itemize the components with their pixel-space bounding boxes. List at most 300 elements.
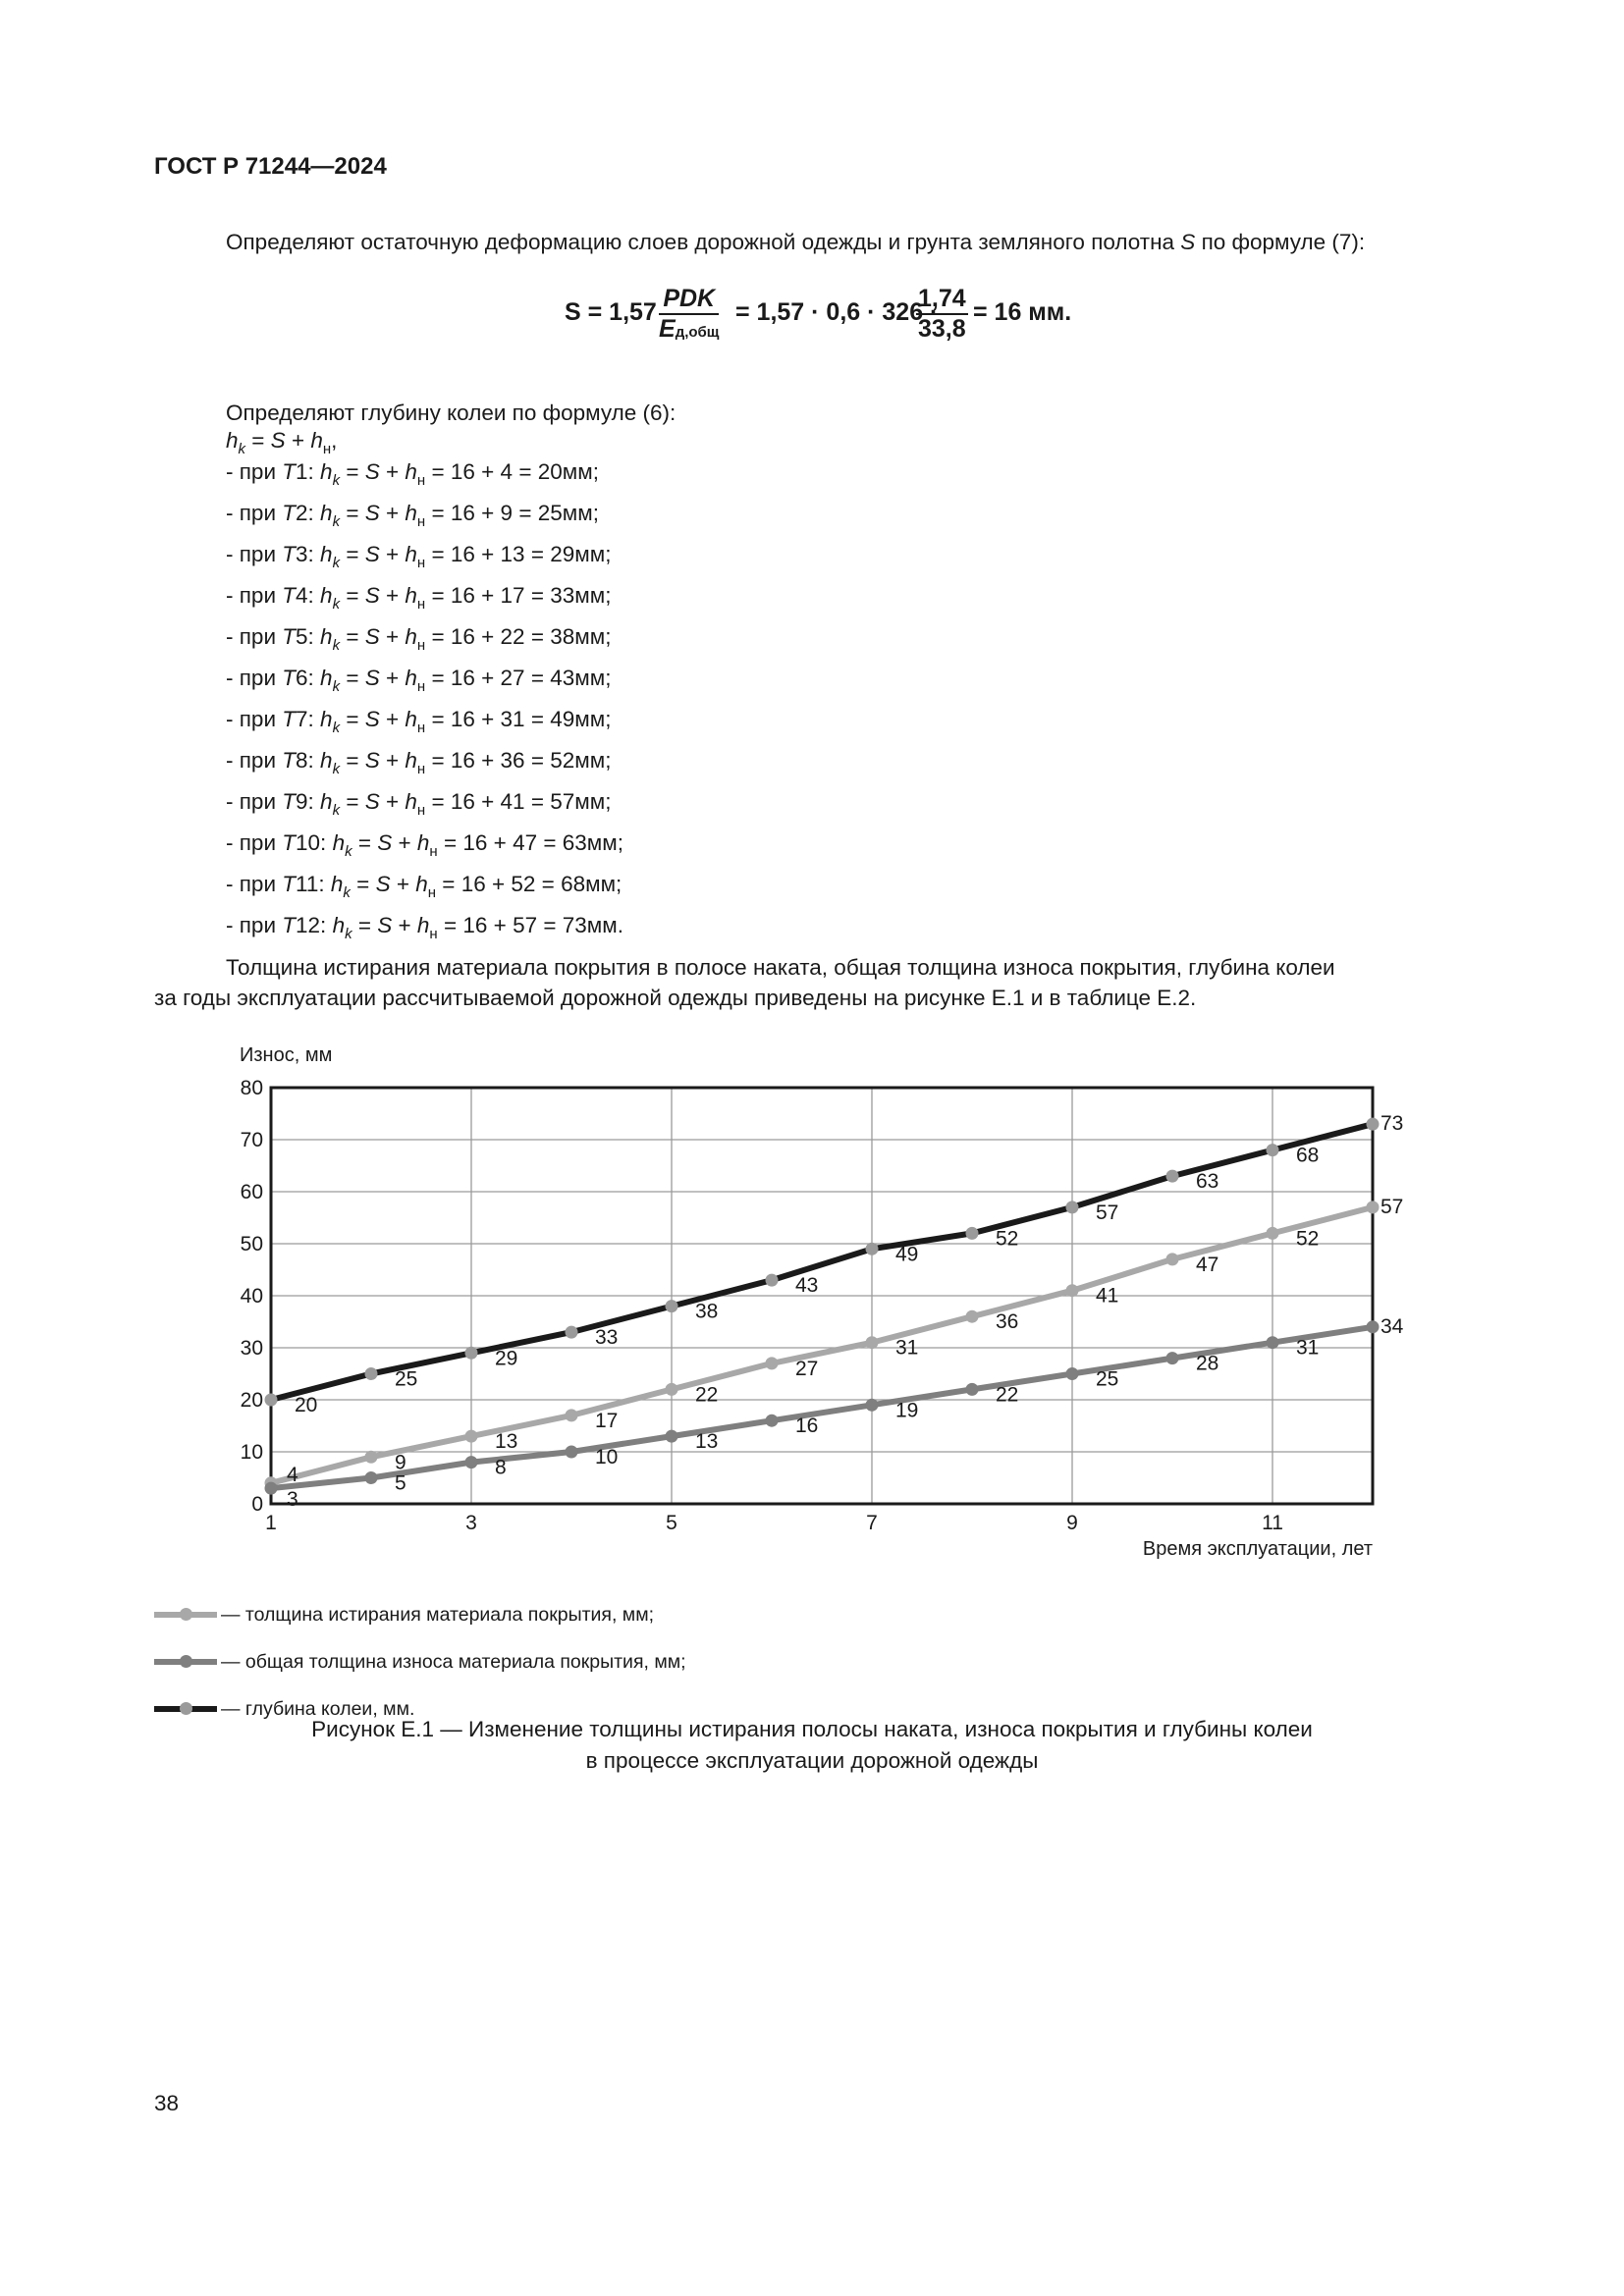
data-label-rut: 52 xyxy=(996,1227,1019,1251)
data-label-abrasion: 41 xyxy=(1096,1284,1119,1308)
x-tick-label: 3 xyxy=(465,1512,477,1534)
data-label-wear: 3 xyxy=(287,1488,298,1512)
data-label-wear: 28 xyxy=(1196,1352,1219,1375)
legend-swatch xyxy=(154,1612,217,1618)
data-label-abrasion: 9 xyxy=(395,1451,406,1474)
data-label-abrasion: 13 xyxy=(495,1430,518,1454)
data-label-abrasion: 57 xyxy=(1380,1195,1404,1218)
equals: = xyxy=(524,707,551,731)
plus: + xyxy=(474,789,501,814)
hk-value: 38 xyxy=(550,624,575,649)
k-subscript: k xyxy=(332,472,341,489)
hn-value: 13 xyxy=(500,542,525,566)
equals: = xyxy=(340,583,365,608)
unit: мм; xyxy=(574,542,612,566)
data-point-rut xyxy=(1267,1144,1279,1156)
data-point-rut xyxy=(465,1347,478,1360)
equals: = xyxy=(340,624,365,649)
n-subscript: н xyxy=(416,678,426,695)
comma: , xyxy=(331,428,338,453)
calc-line xyxy=(226,787,623,828)
unit: мм; xyxy=(574,583,612,608)
formula-middle: = 1,57 · 0,6 · 326 · xyxy=(735,298,939,326)
x-tick-label: 5 xyxy=(666,1512,677,1534)
legend-swatch xyxy=(154,1706,217,1712)
plus: + xyxy=(474,459,501,484)
data-point-rut xyxy=(1367,1118,1380,1131)
t-value: 3 xyxy=(296,542,308,566)
legend-swatch xyxy=(154,1659,217,1665)
data-point-wear xyxy=(966,1383,979,1396)
s-value: 16 xyxy=(462,913,488,937)
plus: + xyxy=(379,707,406,731)
calc-line xyxy=(226,581,623,622)
h-symbol: h xyxy=(320,624,333,649)
data-label-wear: 31 xyxy=(1296,1336,1320,1360)
hn-value: 36 xyxy=(500,748,525,773)
fraction-denominator: 33,8 xyxy=(918,315,966,343)
s-value: 16 xyxy=(450,707,475,731)
h-symbol: h xyxy=(320,501,333,525)
equals: = xyxy=(340,459,365,484)
t-value: 2 xyxy=(296,501,308,525)
s-symbol: S xyxy=(364,459,380,484)
s-symbol: S xyxy=(270,428,286,453)
fraction-denominator xyxy=(659,315,719,344)
data-point-rut xyxy=(1166,1170,1179,1183)
data-point-wear xyxy=(365,1471,378,1484)
equals: = xyxy=(340,789,365,814)
plus: + xyxy=(390,872,416,896)
data-point-wear xyxy=(1066,1367,1079,1380)
data-point-abrasion xyxy=(1367,1201,1380,1213)
chart-axes xyxy=(241,1077,1373,1534)
plus: + xyxy=(485,872,512,896)
h-symbol: h xyxy=(405,748,417,773)
plus: + xyxy=(285,428,311,453)
prefix: - при xyxy=(226,872,283,896)
plus: + xyxy=(474,501,501,525)
t-value: 6 xyxy=(296,666,308,690)
hn-value: 52 xyxy=(511,872,536,896)
plus: + xyxy=(392,913,417,937)
y-tick-label: 30 xyxy=(240,1337,263,1360)
h-symbol: h xyxy=(320,707,333,731)
data-point-abrasion xyxy=(1066,1284,1079,1297)
h-symbol: h xyxy=(416,830,430,855)
t-symbol: T xyxy=(282,872,297,896)
n-subscript: н xyxy=(416,596,426,613)
data-label-rut: 29 xyxy=(495,1347,518,1370)
n-subscript: н xyxy=(416,761,426,777)
n-subscript: н xyxy=(416,513,426,530)
data-label-wear: 13 xyxy=(695,1430,719,1454)
h-symbol: h xyxy=(320,748,333,773)
calc-line xyxy=(226,540,623,581)
s-value: 16 xyxy=(450,624,475,649)
data-label-rut: 20 xyxy=(295,1394,318,1416)
equals: = xyxy=(425,501,451,525)
unit: мм; xyxy=(562,501,599,525)
document-code: ГОСТ Р 71244—2024 xyxy=(154,153,387,180)
h-symbol: h xyxy=(332,913,346,937)
data-label-abrasion: 36 xyxy=(996,1310,1019,1334)
plus: + xyxy=(392,830,417,855)
equals: = xyxy=(524,542,551,566)
hn-value: 17 xyxy=(500,583,525,608)
plus: + xyxy=(487,830,514,855)
s-symbol: S xyxy=(377,830,393,855)
equals: = xyxy=(352,913,378,937)
t-value: 4 xyxy=(296,583,308,608)
data-point-abrasion xyxy=(365,1451,378,1464)
fraction-numerator: 1,74 xyxy=(916,285,968,315)
colon: : xyxy=(307,542,321,566)
equals: = xyxy=(524,624,551,649)
x-tick-label: 1 xyxy=(265,1512,277,1534)
colon: : xyxy=(307,789,321,814)
t-symbol: T xyxy=(282,830,297,855)
equals: = xyxy=(340,748,365,773)
plus: + xyxy=(474,748,501,773)
n-subscript: н xyxy=(416,555,426,571)
page-number: 38 xyxy=(154,2091,180,2115)
data-label-wear: 25 xyxy=(1096,1367,1119,1391)
paragraph-text: Определяют остаточную деформацию слоев дорожной одежды и грунта земляного полотна xyxy=(226,230,1181,254)
data-label-wear: 10 xyxy=(595,1446,619,1468)
hk-value: 52 xyxy=(550,748,575,773)
x-axis-label: Время эксплуатации, лет xyxy=(1142,1538,1373,1560)
wear-chart xyxy=(196,1033,1404,1582)
data-point-wear xyxy=(866,1399,879,1412)
n-subscript: н xyxy=(416,802,426,819)
colon: : xyxy=(307,501,321,525)
data-label-rut: 43 xyxy=(795,1274,819,1298)
data-point-wear xyxy=(666,1430,678,1443)
y-tick-label: 80 xyxy=(240,1077,263,1099)
data-label-abrasion: 17 xyxy=(595,1409,619,1432)
h-symbol: h xyxy=(405,501,417,525)
x-tick-label: 11 xyxy=(1262,1512,1283,1534)
data-point-wear xyxy=(766,1415,779,1427)
figure-caption xyxy=(0,1714,1624,1777)
paragraph-text: по формуле (7): xyxy=(1195,230,1366,254)
data-label-rut: 73 xyxy=(1380,1112,1404,1136)
plus: + xyxy=(379,583,406,608)
hk-value: 33 xyxy=(550,583,575,608)
colon: : xyxy=(307,707,321,731)
unit: мм; xyxy=(574,707,612,731)
colon: : xyxy=(320,830,333,855)
formula-fraction-1 xyxy=(659,285,719,344)
caption-line-2: в процессе эксплуатации дорожной одежды xyxy=(585,1748,1039,1773)
caption-line-1: Рисунок Е.1 — Изменение толщины истирания полосы наката, износа покрытия и глубины колеи xyxy=(311,1717,1313,1741)
unit: мм; xyxy=(574,666,612,690)
y-tick-label: 20 xyxy=(240,1389,263,1412)
equals: = xyxy=(524,583,551,608)
denominator-e: E xyxy=(659,315,676,343)
calc-line xyxy=(226,705,623,746)
data-point-rut xyxy=(365,1367,378,1380)
general-formula xyxy=(226,428,338,457)
equals: = xyxy=(245,428,271,453)
plus: + xyxy=(474,583,501,608)
h-symbol: h xyxy=(332,830,346,855)
equals: = xyxy=(524,748,551,773)
data-point-rut xyxy=(766,1274,779,1287)
y-tick-label: 0 xyxy=(251,1493,263,1516)
hk-value: 25 xyxy=(537,501,563,525)
plus: + xyxy=(487,913,514,937)
data-point-rut xyxy=(866,1243,879,1255)
plus: + xyxy=(379,501,406,525)
equals: = xyxy=(340,707,365,731)
colon: : xyxy=(318,872,331,896)
t-symbol: T xyxy=(282,459,297,484)
data-point-rut xyxy=(1066,1201,1079,1213)
hk-value: 68 xyxy=(561,872,586,896)
data-point-wear xyxy=(566,1446,578,1459)
calc-line xyxy=(226,828,623,870)
s-value: 16 xyxy=(462,830,488,855)
colon: : xyxy=(307,666,321,690)
data-point-abrasion xyxy=(566,1409,578,1421)
t-symbol: T xyxy=(282,748,297,773)
formula-7 xyxy=(565,285,1075,363)
equals: = xyxy=(537,830,563,855)
data-point-abrasion xyxy=(1267,1227,1279,1240)
hn-value: 4 xyxy=(500,459,514,484)
data-point-wear xyxy=(465,1456,478,1468)
k-subscript: k xyxy=(332,596,341,613)
data-label-rut: 63 xyxy=(1196,1170,1219,1194)
t-value: 11 xyxy=(296,872,319,896)
h-symbol: h xyxy=(320,459,333,484)
t-value: 8 xyxy=(296,748,308,773)
hn-value: 47 xyxy=(513,830,538,855)
plus: + xyxy=(379,666,406,690)
k-subscript: k xyxy=(332,678,341,695)
equals: = xyxy=(350,872,376,896)
legend-label: — общая толщина износа материала покрытия, мм; xyxy=(221,1650,686,1673)
prefix: - при xyxy=(226,666,283,690)
s-symbol: S xyxy=(375,872,391,896)
n-subscript: н xyxy=(429,926,438,942)
s-value: 16 xyxy=(450,542,475,566)
calc-line xyxy=(226,622,623,664)
hn-value: 41 xyxy=(500,789,525,814)
plus: + xyxy=(379,542,406,566)
data-point-rut xyxy=(265,1394,278,1407)
equals: = xyxy=(437,830,463,855)
legend-label: — толщина истирания материала покрытия, мм; xyxy=(221,1603,655,1626)
k-subscript: k xyxy=(332,513,341,530)
equals: = xyxy=(436,872,461,896)
paragraph-deformation xyxy=(226,228,1365,257)
h-symbol: h xyxy=(405,459,417,484)
prefix: - при xyxy=(226,501,283,525)
equals: = xyxy=(524,789,551,814)
data-label-rut: 33 xyxy=(595,1326,619,1350)
data-label-abrasion: 22 xyxy=(695,1383,719,1407)
hk-value: 43 xyxy=(550,666,575,690)
data-point-wear xyxy=(1367,1320,1380,1333)
s-symbol: S xyxy=(364,707,380,731)
hn-value: 57 xyxy=(513,913,538,937)
data-point-abrasion xyxy=(966,1310,979,1323)
t-value: 9 xyxy=(296,789,308,814)
data-point-abrasion xyxy=(465,1430,478,1443)
legend-label: — глубина колеи, мм. xyxy=(221,1697,415,1720)
data-label-rut: 38 xyxy=(695,1300,719,1323)
equals: = xyxy=(437,913,463,937)
unit: мм; xyxy=(585,872,623,896)
s-symbol: S xyxy=(364,542,380,566)
prefix: - при xyxy=(226,624,283,649)
colon: : xyxy=(307,459,321,484)
legend-item xyxy=(154,1647,686,1677)
equals: = xyxy=(425,583,451,608)
data-point-wear xyxy=(265,1482,278,1495)
t-value: 5 xyxy=(296,624,308,649)
s-symbol: S xyxy=(364,624,380,649)
data-point-abrasion xyxy=(1166,1253,1179,1265)
h-symbol: h xyxy=(405,666,417,690)
y-tick-label: 10 xyxy=(240,1441,263,1464)
equals: = xyxy=(340,501,365,525)
h-symbol: h xyxy=(405,789,417,814)
calc-line xyxy=(226,499,623,540)
t-value: 12 xyxy=(296,913,321,937)
plus: + xyxy=(474,542,501,566)
data-point-rut xyxy=(666,1300,678,1312)
h-symbol: h xyxy=(405,542,417,566)
colon: : xyxy=(307,748,321,773)
t-symbol: T xyxy=(282,624,297,649)
prefix: - при xyxy=(226,583,283,608)
plus: + xyxy=(379,789,406,814)
equals: = xyxy=(513,459,538,484)
s-value: 16 xyxy=(450,748,475,773)
h-symbol: h xyxy=(310,428,323,453)
equals: = xyxy=(340,666,365,690)
hk-value: 63 xyxy=(562,830,587,855)
legend-marker xyxy=(180,1655,192,1668)
h-symbol: h xyxy=(415,872,428,896)
prefix: - при xyxy=(226,748,283,773)
k-subscript: k xyxy=(345,926,352,942)
x-tick-label: 7 xyxy=(866,1512,878,1534)
data-label-abrasion: 27 xyxy=(795,1357,819,1380)
equals: = xyxy=(425,789,451,814)
data-label-rut: 49 xyxy=(895,1243,919,1266)
t-symbol: T xyxy=(282,789,297,814)
s-value: 16 xyxy=(450,583,475,608)
s-value: 16 xyxy=(450,666,475,690)
y-tick-label: 40 xyxy=(240,1285,263,1308)
h-symbol: h xyxy=(320,789,333,814)
hk-value: 49 xyxy=(550,707,575,731)
plus: + xyxy=(474,707,501,731)
y-tick-label: 70 xyxy=(240,1129,263,1151)
unit: мм; xyxy=(574,789,612,814)
data-label-abrasion: 4 xyxy=(287,1463,298,1486)
hk-value: 73 xyxy=(562,913,587,937)
s-value: 16 xyxy=(450,789,475,814)
h-symbol: h xyxy=(226,428,239,453)
h-symbol: h xyxy=(405,707,417,731)
equals: = xyxy=(352,830,378,855)
equals: = xyxy=(425,666,451,690)
n-subscript: н xyxy=(416,472,426,489)
data-label-wear: 8 xyxy=(495,1456,507,1479)
data-label-rut: 25 xyxy=(395,1367,418,1391)
unit: мм; xyxy=(574,748,612,773)
k-subscript: k xyxy=(332,637,341,654)
hn-value: 22 xyxy=(500,624,525,649)
data-point-rut xyxy=(566,1326,578,1339)
series-line-abrasion xyxy=(271,1207,1373,1483)
unit: мм; xyxy=(574,624,612,649)
t-symbol: T xyxy=(282,707,297,731)
calc-line xyxy=(226,664,623,705)
t-symbol: T xyxy=(282,913,297,937)
h-symbol: h xyxy=(320,583,333,608)
plus: + xyxy=(379,624,406,649)
chart-labels xyxy=(287,1112,1404,1511)
fraction-numerator: PDK xyxy=(659,285,719,315)
colon: : xyxy=(307,624,321,649)
unit: мм; xyxy=(562,459,599,484)
data-point-abrasion xyxy=(866,1336,879,1349)
h-symbol: h xyxy=(405,624,417,649)
t-symbol: T xyxy=(282,542,297,566)
y-axis-label: Износ, мм xyxy=(240,1044,333,1066)
plus: + xyxy=(474,666,501,690)
s-symbol: S xyxy=(364,666,380,690)
data-label-wear: 16 xyxy=(795,1415,819,1438)
formula-fraction-2 xyxy=(916,285,968,344)
s-value: 16 xyxy=(450,459,475,484)
data-label-abrasion: 47 xyxy=(1196,1253,1219,1276)
data-label-abrasion: 52 xyxy=(1296,1227,1320,1251)
data-label-wear: 5 xyxy=(395,1471,406,1495)
s-symbol: S xyxy=(364,501,380,525)
hk-value: 57 xyxy=(550,789,575,814)
equals: = xyxy=(425,459,451,484)
prefix: - при xyxy=(226,707,283,731)
plus: + xyxy=(379,748,406,773)
n-subscript: н xyxy=(416,637,426,654)
prefix: - при xyxy=(226,789,283,814)
data-label-wear: 22 xyxy=(996,1383,1019,1407)
h-symbol: h xyxy=(405,583,417,608)
data-point-rut xyxy=(966,1227,979,1240)
s-symbol: S xyxy=(377,913,393,937)
prefix: - при xyxy=(226,542,283,566)
equals: = xyxy=(425,624,451,649)
n-subscript: н xyxy=(322,441,332,457)
legend-item xyxy=(154,1600,654,1629)
formula-rhs: = 16 мм. xyxy=(973,298,1072,326)
equals: = xyxy=(340,542,365,566)
denominator-subscript: д,общ xyxy=(675,324,720,341)
k-subscript: k xyxy=(332,555,341,571)
t-value: 1 xyxy=(296,459,308,484)
k-subscript: k xyxy=(332,761,341,777)
t-symbol: T xyxy=(282,501,297,525)
data-point-wear xyxy=(1166,1352,1179,1364)
